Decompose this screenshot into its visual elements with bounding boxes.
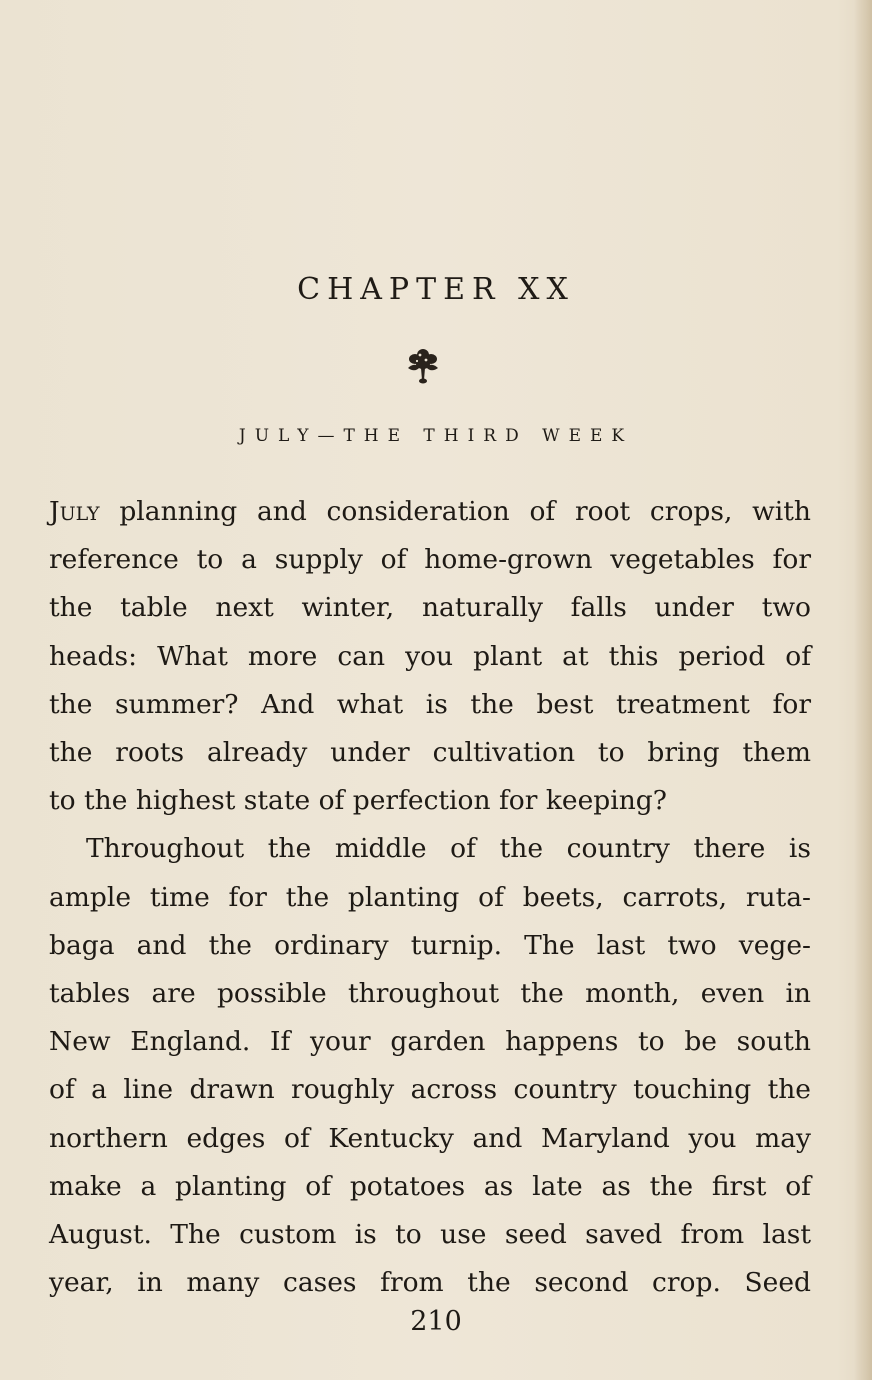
text-line: the roots already under cultivation to bring them: [49, 737, 811, 769]
text-line: tables are possible throughout the month, even in: [49, 978, 811, 1010]
text-line: to the highest state of perfection for keeping?: [49, 785, 667, 817]
body-text: [49, 488, 811, 1307]
text-line: the table next winter, naturally falls under two: [49, 592, 811, 624]
chapter-subtitle: JULY—THE THIRD WEEK: [238, 426, 634, 446]
text-line: New England. If your garden happens to be south: [49, 1026, 811, 1058]
text-line: make a planting of potatoes as late as the first of: [49, 1170, 811, 1202]
text-line: August. The custom is to use seed saved from last: [49, 1219, 811, 1251]
text-line: [49, 488, 811, 536]
text-line: reference to a supply of home-grown vegetables for: [49, 544, 811, 576]
text-line: year, in many cases from the second crop. Seed: [49, 1267, 811, 1299]
floral-ornament-icon: [404, 346, 442, 386]
drop-word: July: [49, 496, 100, 527]
text-line: heads: What more can you plant at this period of: [49, 640, 811, 672]
chapter-title: CHAPTER XX: [297, 272, 575, 307]
text-line: ample time for the planting of beets, carrots, ruta-: [49, 881, 811, 913]
page-edge: [854, 0, 872, 1380]
line-text: planning and consideration of root crops, with: [99, 496, 811, 527]
text-line: baga and the ordinary turnip. The last two vege-: [49, 929, 811, 961]
text-line: the summer? And what is the best treatment for: [49, 688, 811, 720]
text-line: northern edges of Kentucky and Maryland you may: [49, 1122, 811, 1154]
page-number: 210: [410, 1306, 462, 1337]
text-line: Throughout the middle of the country there is: [86, 833, 811, 865]
text-line: of a line drawn roughly across country touching the: [49, 1074, 811, 1106]
